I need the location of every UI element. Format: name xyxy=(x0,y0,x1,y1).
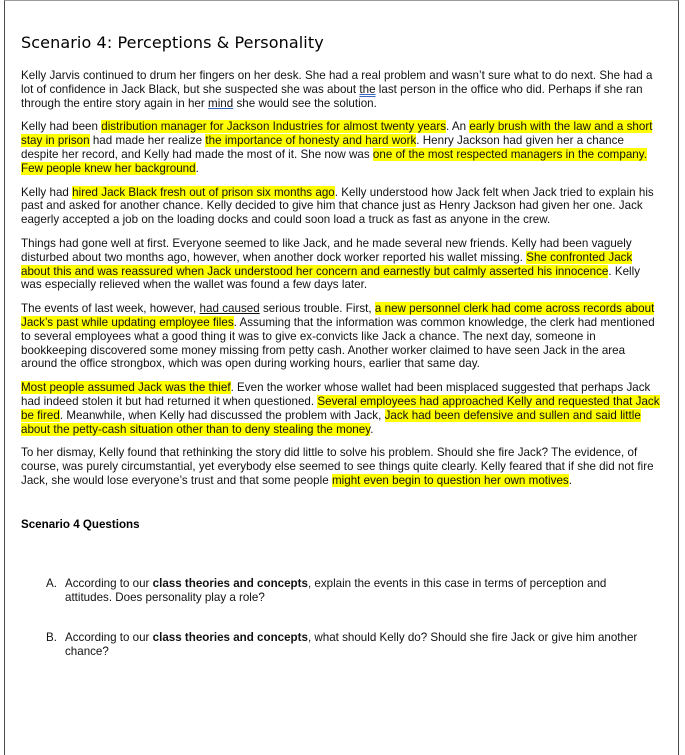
document-page xyxy=(4,0,679,755)
question-marker: A. xyxy=(46,576,57,590)
paragraph xyxy=(21,120,663,175)
paragraph xyxy=(21,69,663,110)
text-run: . Henry Jackson had given her a chance despite her record, and Kelly had made the most of it. She now was xyxy=(21,134,624,161)
text-run: . Even the worker whose wallet had been misplaced suggested that perhaps Jack had indeed stolen it but had returned it when questioned. xyxy=(21,381,651,408)
highlighted-text: early brush with the law and a short stay in prison xyxy=(21,120,653,148)
text-run: . xyxy=(370,422,374,436)
paragraph xyxy=(21,302,663,371)
paragraph xyxy=(21,446,663,487)
question-text xyxy=(65,631,663,659)
text-run: Things had gone well at first. Everyone seemed to like Jack, and he made several new friends. Kelly had been vaguely disturbed about two months ago, however, when another dock worker reported his wallet missing. xyxy=(21,236,632,264)
underlined-text: had caused xyxy=(199,302,260,316)
text-run: last person in the office who did. Perhaps if she ran through the entire story again in her xyxy=(21,82,643,110)
text-run: . Kelly was especially relieved when the wallet was found a few days later. xyxy=(21,264,641,292)
highlighted-text: Several employees had approached Kelly and requested that Jack be fired xyxy=(21,394,660,422)
underlined-text: mind xyxy=(208,96,234,110)
question-item xyxy=(21,577,663,605)
text-run: . Assuming that the information was common knowledge, the clerk had mentioned to several employees what a good thing it was to give ex-convicts like Jack a chance. The next day, someone in bookkeeping discovered some money missing from petty cash. Another worker claimed to have seen Jack in the area around the office strongbox, which was open during working hours, earlier that same day. xyxy=(21,315,655,371)
question-lead: According to our xyxy=(65,630,153,644)
text-run: . Meanwhile, when Kelly had discussed the problem with Jack, xyxy=(59,408,385,422)
text-run: she would see the solution. xyxy=(233,96,377,110)
highlighted-text: Most people assumed Jack was the thief xyxy=(21,381,231,395)
text-run: Kelly had xyxy=(21,185,73,199)
text-run: The events of last week, however, xyxy=(21,302,200,316)
question-emphasis: class theories and concepts xyxy=(152,630,308,644)
highlighted-text: might even begin to question her own motives xyxy=(331,473,569,487)
highlighted-text: hired Jack Black fresh out of prison six months ago xyxy=(72,185,335,199)
text-run: . Kelly understood how Jack felt when Jack tried to explain his past and asked for another chance. Kelly decided to give him that chance just as Henry Jackson had given her one. Jack eagerly accepted a job on the loading docks and could soon load a truck as fast as anyone in the crew. xyxy=(21,185,654,227)
text-run: Kelly Jarvis continued to drum her fingers on her desk. She had a real problem and wasn’t sure what to do next. She had a lot of confidence in Jack Black, but she suspected she was about xyxy=(21,69,653,96)
text-run: Kelly had been xyxy=(21,120,102,134)
question-emphasis: class theories and concepts xyxy=(152,576,308,590)
question-item xyxy=(21,631,663,659)
questions-heading: Scenario 4 Questions xyxy=(21,517,140,531)
text-run: serious trouble. First, xyxy=(259,302,375,316)
question-text xyxy=(65,577,663,605)
paragraph xyxy=(21,237,663,292)
question-rest: , explain the events in this case in terms of perception and attitudes. Does personality play a role? xyxy=(65,576,607,604)
highlighted-text: distribution manager for Jackson Industries for almost twenty years xyxy=(101,120,447,134)
highlighted-text: She confronted Jack about this and was reassured when Jack understood her concern and earnestly but calmly asserted his innocence xyxy=(21,250,633,278)
highlighted-text: one of the most respected managers in the company. Few people knew her background xyxy=(21,147,647,175)
paragraph xyxy=(21,186,663,227)
highlighted-text: the importance of honesty and hard work xyxy=(205,134,417,148)
question-rest: , what should Kelly do? Should she fire Jack or give him another chance? xyxy=(65,630,638,658)
document-content xyxy=(21,33,663,685)
highlighted-text: a new personnel clerk had come across records about Jack’s past while updating employee files xyxy=(21,302,655,329)
text-run: . xyxy=(195,161,199,175)
paragraph xyxy=(21,381,663,436)
text-run: had made her realize xyxy=(89,134,206,148)
underlined-text: the xyxy=(359,82,376,96)
highlighted-text: Jack had been defensive and sullen and said little about the petty-cash situation other than to deny stealing the money xyxy=(21,408,641,436)
scenario-title: Scenario 4: Perceptions & Personality xyxy=(21,33,324,52)
text-run: . xyxy=(568,473,572,487)
question-marker: B. xyxy=(46,630,57,644)
question-lead: According to our xyxy=(65,576,153,590)
text-run: To her dismay, Kelly found that rethinking the story did little to solve his problem. Should she fire Jack? The evidence, of course, was purely circumstantial, yet everybody else seemed to see things quite clearly. Kelly feared that if she did not fire Jack, she would lose everyone’s trust and that some people xyxy=(21,446,654,487)
text-run: . An xyxy=(446,120,470,134)
questions-list xyxy=(21,577,663,659)
scenario-body xyxy=(21,69,663,488)
